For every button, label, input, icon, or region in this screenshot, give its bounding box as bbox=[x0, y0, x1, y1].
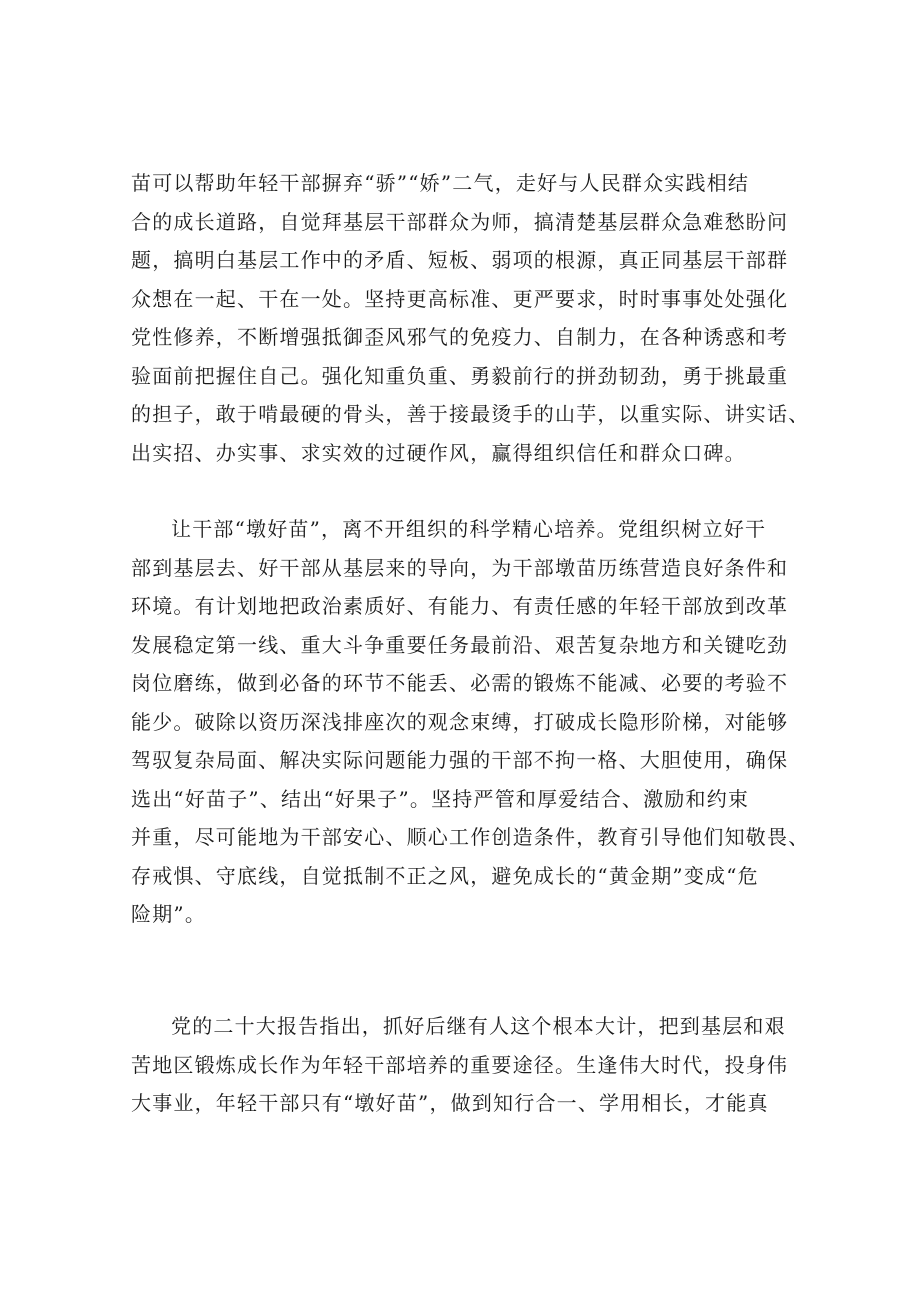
paragraph-line: 众想在一起、干在一处。坚持更高标准、更严要求，时时事事处处强化 bbox=[131, 286, 789, 311]
paragraph-line: 苦地区锻炼成长作为年轻干部培养的重要途径。生逢伟大时代，投身伟 bbox=[131, 1052, 789, 1077]
paragraph-cultivation bbox=[131, 510, 811, 934]
paragraph-continuation bbox=[131, 164, 811, 472]
paragraph-line: 岗位磨练，做到必备的环节不能丢、必需的锻炼不能减、必要的考验不 bbox=[131, 671, 789, 695]
paragraph-line: 并重，尽可能地为干部安心、顺心工作创造条件，教育引导他们知敬畏、 bbox=[131, 825, 810, 849]
paragraph-line: 出实招、办实事、求实效的过硬作风，赢得组织信任和群众口碑。 bbox=[131, 440, 746, 465]
paragraph-line: 验面前把握住自己。强化知重负重、勇毅前行的拼劲韧劲，勇于挑最重 bbox=[131, 363, 789, 388]
paragraph-line: 存戒惧、守底线，自觉抵制不正之风，避免成长的“黄金期”变成“危 bbox=[131, 863, 759, 888]
paragraph-line: 苗可以帮助年轻干部摒弃“骄”“娇”二气，走好与人民群众实践相结 bbox=[131, 171, 750, 195]
paragraph-line: 党的二十大报告指出，抓好后继有人这个根本大计，把到基层和艰 bbox=[171, 1014, 786, 1038]
paragraph-line: 大事业，年轻干部只有“墩好苗”，做到知行合一、学用相长，才能真 bbox=[131, 1091, 769, 1115]
paragraph-line: 的担子，敢于啃最硬的骨头，善于接最烫手的山芋，以重实际、讲实话、 bbox=[131, 402, 810, 426]
paragraph-line: 题，搞明白基层工作中的矛盾、短板、弱项的根源，真正同基层干部群 bbox=[131, 248, 789, 272]
paragraph-line: 环境。有计划地把政治素质好、有能力、有责任感的年轻干部放到改革 bbox=[131, 594, 789, 618]
paragraph-line: 发展稳定第一线、重大斗争重要任务最前沿、艰苦复杂地方和关键吃劲 bbox=[131, 632, 789, 657]
paragraph-line: 驾驭复杂局面、解决实际问题能力强的干部不拘一格、大胆使用，确保 bbox=[131, 748, 789, 772]
paragraph-line: 党性修养，不断增强抵御歪风邪气的免疫力、自制力，在各种诱惑和考 bbox=[131, 325, 789, 349]
paragraph-line: 部到基层去、好干部从基层来的导向，为干部墩苗历练营造良好条件和 bbox=[131, 555, 789, 580]
paragraph-line: 让干部“墩好苗”，离不开组织的科学精心培养。党组织树立好干 bbox=[171, 517, 767, 541]
paragraph-line: 能少。破除以资历深浅排座次的观念束缚，打破成长隐形阶梯，对能够 bbox=[131, 709, 789, 734]
paragraph-line: 选出“好苗子”、结出“好果子”。坚持严管和厚爱结合、激励和约束 bbox=[131, 786, 750, 811]
paragraph-line: 合的成长道路，自觉拜基层干部群众为师，搞清楚基层群众急难愁盼问 bbox=[131, 209, 789, 234]
paragraph-line: 险期”。 bbox=[131, 902, 207, 926]
paragraph-report bbox=[131, 1007, 811, 1123]
